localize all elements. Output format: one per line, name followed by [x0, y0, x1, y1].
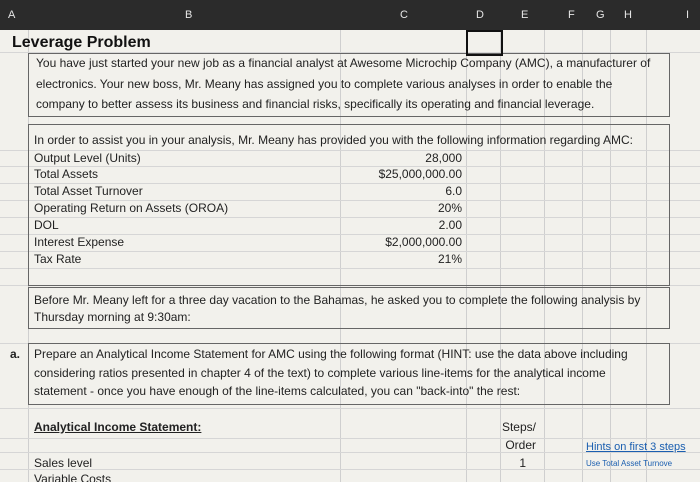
section-heading: Analytical Income Statement:	[34, 420, 202, 434]
intro-line-3: company to better assess its business and financial risks, specifically its operating and financial leverage.	[36, 97, 595, 111]
col-e[interactable]: E	[521, 9, 529, 21]
col-a[interactable]: A	[8, 9, 16, 21]
selected-cell[interactable]	[466, 30, 503, 56]
row-sales-level: Sales level	[34, 456, 93, 470]
intro-line-1: You have just started your new job as a financial analyst at Awesome Microchip Company (AMC), a manufacturer of	[36, 56, 651, 70]
value-oroa[interactable]: 20%	[437, 201, 462, 215]
intro-line-2: electronics. Your new boss, Mr. Meany has assigned you to complete various analyses in order to enable the	[36, 77, 613, 91]
label-tat: Total Asset Turnover	[34, 184, 143, 198]
vacation-line-1: Before Mr. Meany left for a three day vacation to the Bahamas, he asked you to complete the following analysis by	[34, 293, 641, 307]
vacation-line-2: Thursday morning at 9:30am:	[34, 310, 191, 324]
task-line-3: statement - once you have enough of the line-items calculated, you can "back-into" the rest:	[34, 384, 521, 398]
col-h[interactable]: H	[624, 9, 632, 21]
hint-text: Use Total Asset Turnove	[586, 459, 673, 468]
steps-header-2: Order	[505, 438, 536, 452]
label-dol: DOL	[34, 218, 59, 232]
task-line-2: considering ratios presented in chapter 4 of the text) to complete various line-items for the analytical income	[34, 366, 606, 380]
col-d[interactable]: D	[476, 9, 484, 21]
task-line-1: Prepare an Analytical Income Statement for AMC using the following format (HINT: use the data above including	[34, 347, 628, 361]
assist-line: In order to assist you in your analysis, Mr. Meany has provided you with the following information regarding AMC:	[34, 133, 633, 147]
col-c[interactable]: C	[400, 9, 408, 21]
label-output: Output Level (Units)	[34, 151, 141, 165]
col-i[interactable]: I	[686, 9, 690, 21]
row-variable-costs: Variable Costs	[34, 472, 112, 482]
label-interest: Interest Expense	[34, 235, 125, 249]
steps-header-1: Steps/	[501, 420, 536, 434]
value-output[interactable]: 28,000	[425, 151, 462, 165]
value-tat[interactable]: 6.0	[445, 184, 462, 198]
label-oroa: Operating Return on Assets (OROA)	[34, 201, 229, 215]
value-interest[interactable]: $2,000,000.00	[385, 235, 462, 249]
hints-link[interactable]: Hints on first 3 steps	[586, 441, 686, 453]
label-tax: Tax Rate	[34, 252, 82, 266]
col-b[interactable]: B	[185, 9, 193, 21]
task-letter: a.	[10, 347, 21, 361]
col-f[interactable]: F	[568, 9, 575, 21]
value-tax[interactable]: 21%	[437, 252, 462, 266]
page-title: Leverage Problem	[12, 34, 151, 51]
row-sales-step[interactable]: 1	[519, 456, 526, 470]
value-dol[interactable]: 2.00	[438, 218, 462, 232]
label-total-assets: Total Assets	[34, 167, 99, 181]
col-g[interactable]: G	[596, 9, 605, 21]
column-header-bar	[0, 0, 700, 30]
value-total-assets[interactable]: $25,000,000.00	[378, 167, 462, 181]
